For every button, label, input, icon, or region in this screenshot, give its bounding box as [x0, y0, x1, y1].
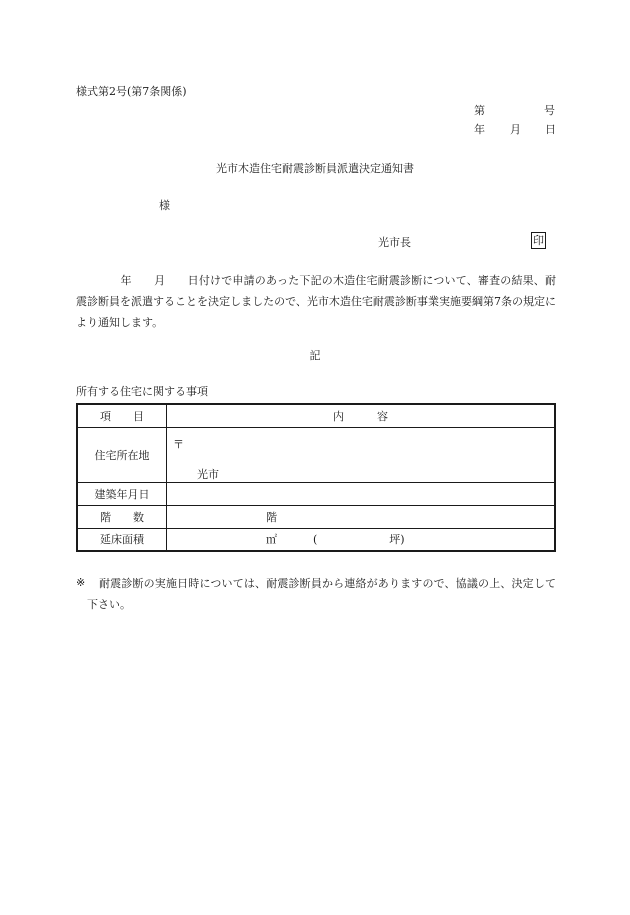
- seal-mark: [531, 235, 546, 246]
- date-year: 年: [474, 123, 485, 136]
- addressee-suffix: 様: [159, 199, 170, 212]
- issuer-name: 光市長: [378, 236, 411, 249]
- housing-info-table: [76, 403, 556, 552]
- tsubo-close: 坪): [389, 533, 405, 547]
- address-city: 光市: [197, 467, 219, 481]
- area-label: 延床面積: [77, 528, 167, 551]
- header-item: 項 目: [77, 404, 167, 427]
- postal-mark: 〒: [173, 437, 184, 451]
- table-row-floors: [77, 505, 555, 528]
- address-cell: [167, 427, 556, 482]
- note-mark: ※: [76, 576, 86, 589]
- date-month: 月: [510, 123, 521, 136]
- note-body: 耐震診断の実施日時については、耐震診断員から連絡がありますので、協議の上、決定して下さい。: [87, 577, 556, 611]
- table-header-row: [77, 404, 555, 427]
- section-heading: 所有する住宅に関する事項: [76, 385, 208, 398]
- table-row-area: [77, 528, 555, 551]
- doc-number-suffix: 号: [544, 104, 555, 117]
- seal-text: 印: [533, 234, 544, 247]
- document-title: 光市木造住宅耐震診断員派遣決定通知書: [216, 162, 414, 175]
- tsubo-open: (: [313, 533, 318, 547]
- floors-unit: 階: [266, 510, 277, 524]
- floors-label: 階 数: [77, 505, 167, 528]
- date-day: 日: [545, 123, 556, 136]
- form-number: 様式第2号(第7条関係): [76, 85, 187, 98]
- body-paragraph: 年 月 日付けで申請のあった下記の木造住宅耐震診断について、審査の結果、耐震診断員を派遣することを決定しましたので、光市木造住宅耐震診断事業実施要綱第7条の規定により通知します。: [76, 274, 556, 329]
- floors-cell: [167, 505, 556, 528]
- area-cell: [167, 528, 556, 551]
- table-row-address: [77, 427, 555, 482]
- table-row-built: [77, 482, 555, 505]
- note-text: [87, 573, 556, 615]
- header-content: 内 容: [167, 404, 556, 427]
- doc-number-prefix: 第: [474, 104, 485, 117]
- built-label: 建築年月日: [77, 482, 167, 505]
- ki-heading: 記: [309, 349, 321, 362]
- area-unit: ㎡: [266, 533, 277, 547]
- address-label: 住宅所在地: [77, 427, 167, 482]
- built-value: [167, 482, 556, 505]
